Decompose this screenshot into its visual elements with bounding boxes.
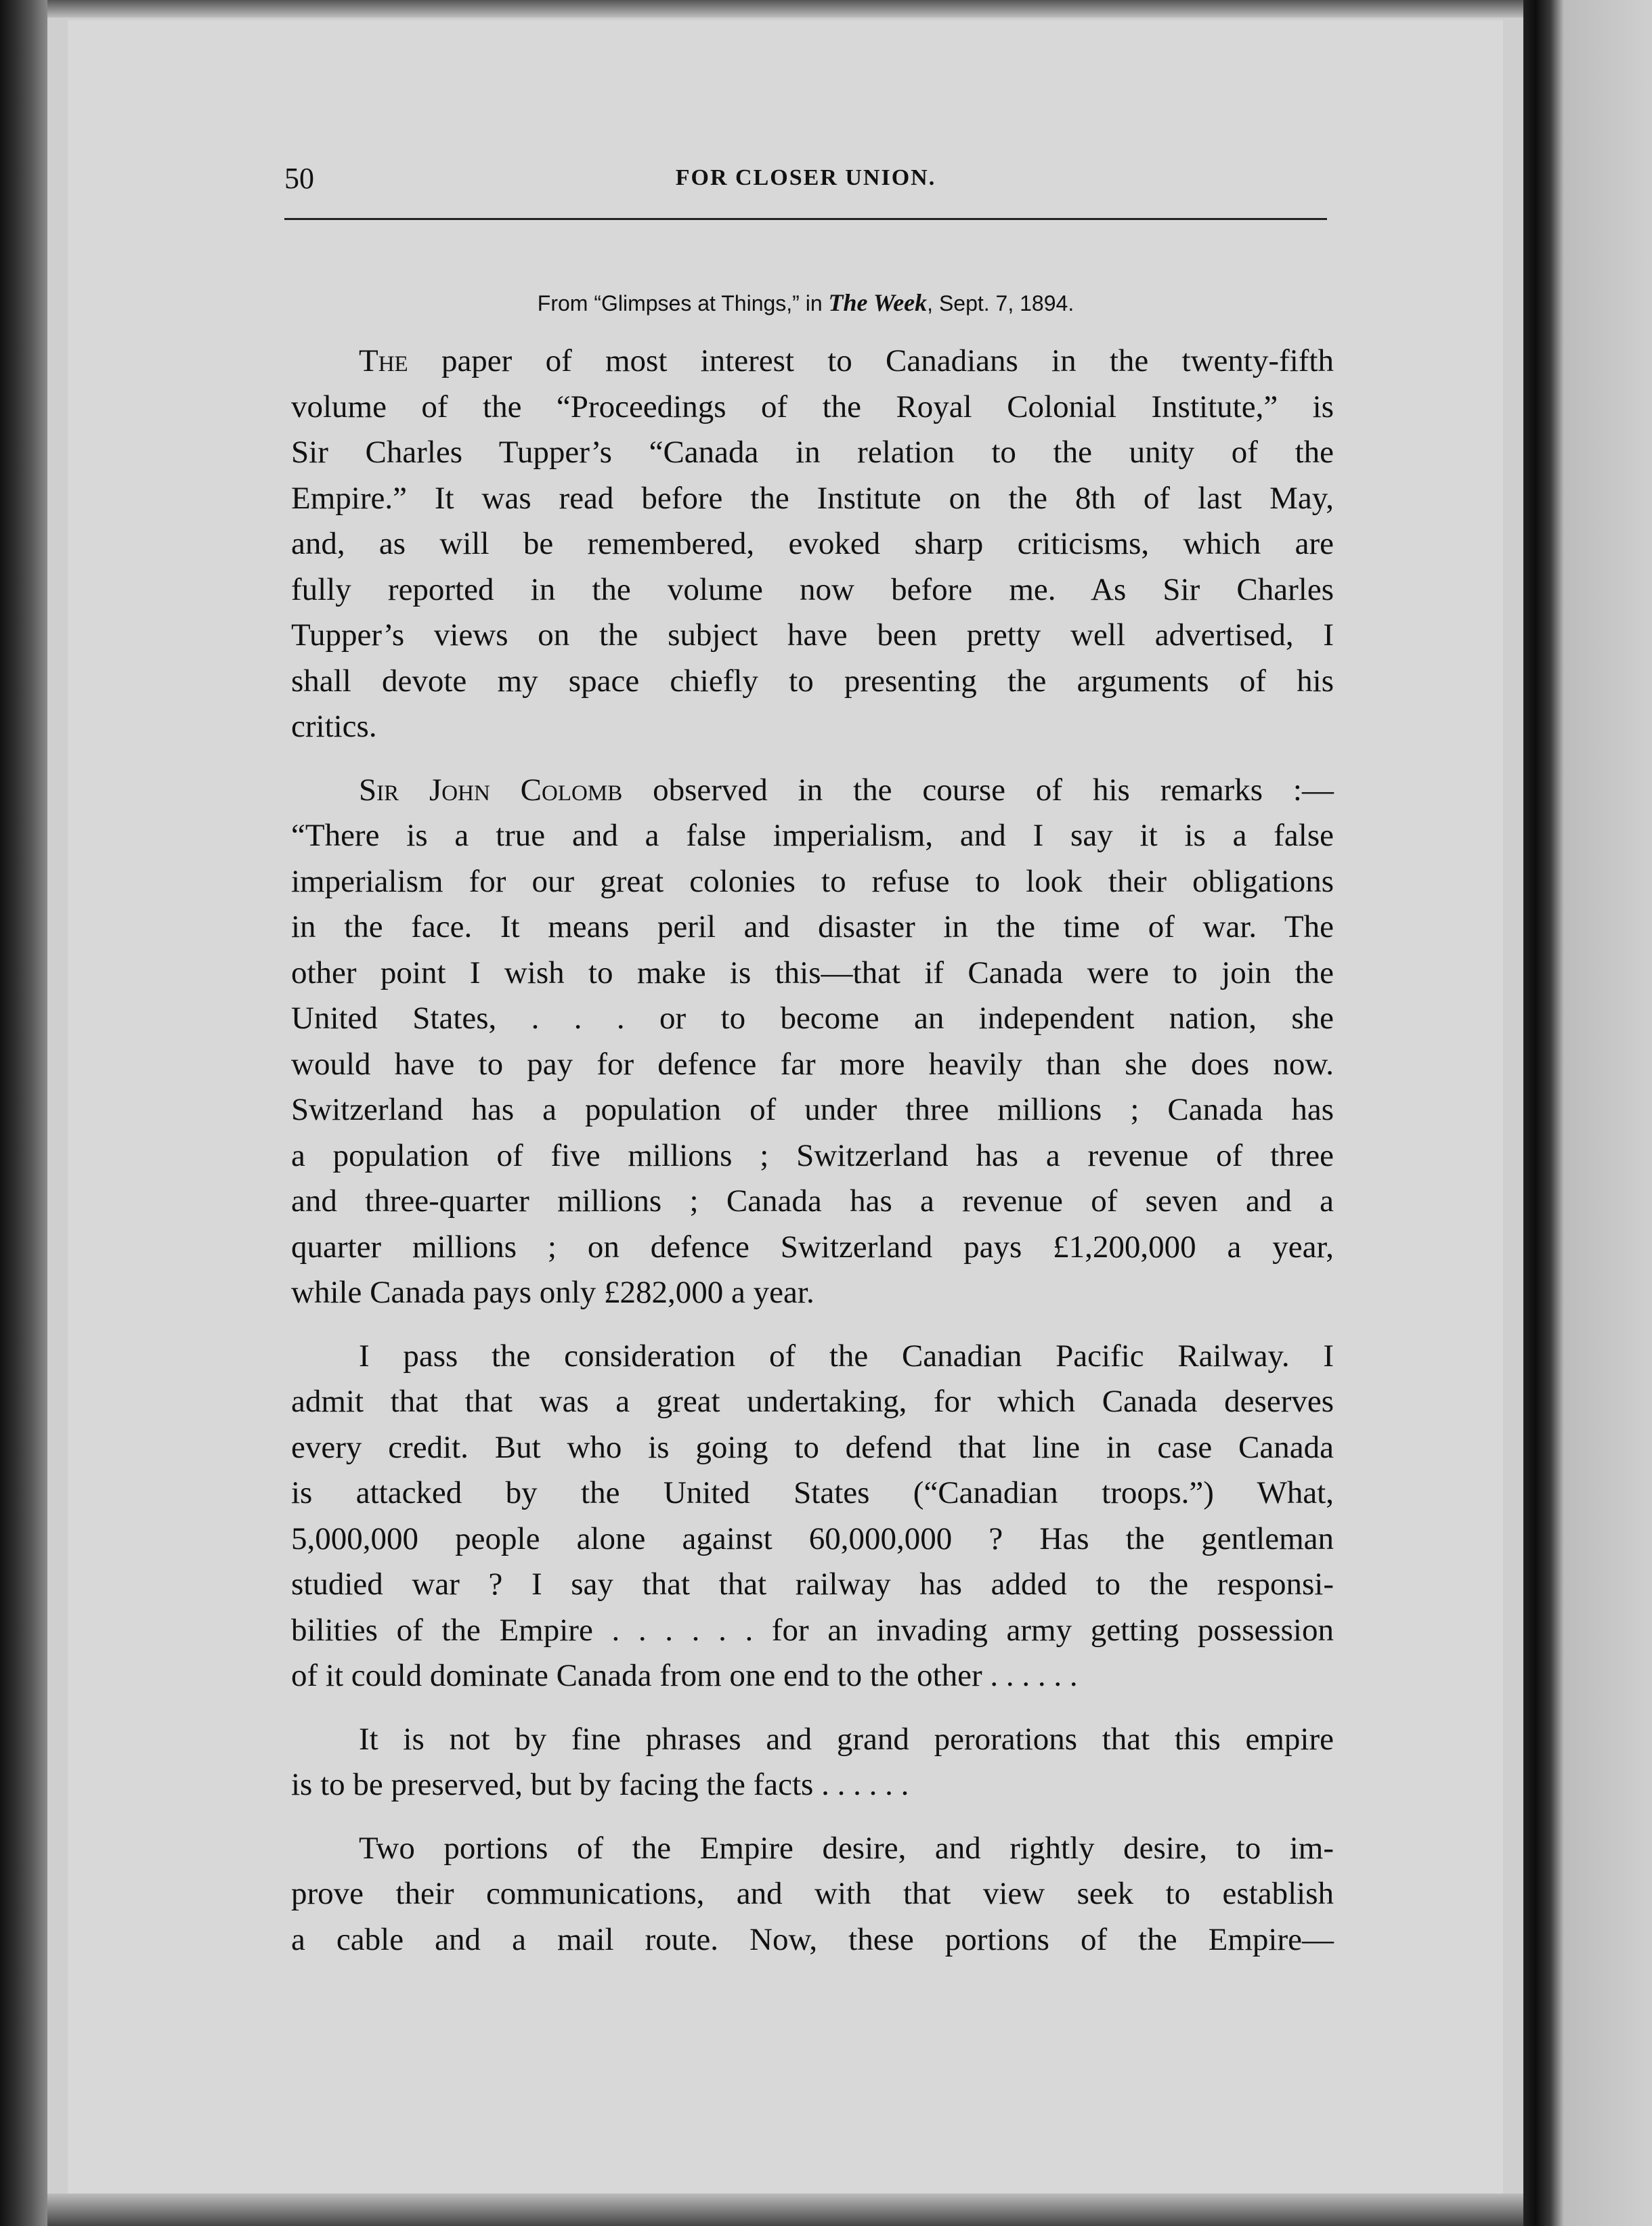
- line-text: observed in the course of his remarks :—: [622, 772, 1334, 808]
- text-line: [291, 1717, 1334, 1763]
- text-line: [291, 1042, 1334, 1088]
- line-text: fully reported in the volume now before me. As Sir Charles: [291, 571, 1334, 607]
- text-line: [291, 385, 1334, 431]
- line-text: bilities of the Empire . . . . . . for an invading army getting possession: [291, 1612, 1334, 1648]
- text-line: [291, 1608, 1334, 1654]
- text-line: [291, 859, 1334, 905]
- line-text: and, as will be remembered, evoked sharp criticisms, which are: [291, 526, 1334, 561]
- paragraph: [291, 768, 1334, 1316]
- source-prefix: From “Glimpses at Things,” in: [537, 291, 829, 315]
- line-text: imperialism for our great colonies to refuse to look their obligations: [291, 863, 1334, 899]
- text-line: [291, 996, 1334, 1042]
- line-text: Tupper’s views on the subject have been pretty well advertised, I: [291, 617, 1334, 653]
- line-text: every credit. But who is going to defend that line in case Canada: [291, 1429, 1334, 1465]
- text-line-last: while Canada pays only £282,000 a year.: [291, 1275, 814, 1310]
- paragraph-lead: The: [359, 343, 408, 378]
- page-number: 50: [284, 162, 314, 195]
- text-line: [291, 567, 1334, 613]
- text-line: [291, 1379, 1334, 1425]
- source-suffix: , Sept. 7, 1894.: [927, 291, 1074, 315]
- line-text: paper of most interest to Canadians in the twenty-fifth: [408, 343, 1334, 378]
- text-line: [291, 904, 1334, 951]
- text-line: [291, 521, 1334, 567]
- text-line: [291, 1425, 1334, 1471]
- line-text: studied war ? I say that that railway has added to the responsi-: [291, 1567, 1334, 1602]
- source-citation: [284, 288, 1327, 317]
- line-text: and three-quarter millions ; Canada has a revenue of seven and a: [291, 1183, 1334, 1219]
- paragraph-lead: Sir John Colomb: [359, 772, 623, 808]
- paragraph: [291, 1717, 1334, 1808]
- line-text: in the face. It means peril and disaster in the time of war. The: [291, 909, 1334, 944]
- text-line: [291, 1470, 1334, 1516]
- paragraph: [291, 339, 1334, 750]
- line-text: Switzerland has a population of under three millions ; Canada has: [291, 1092, 1334, 1127]
- line-text: Sir Charles Tupper’s “Canada in relation to the unity of the: [291, 435, 1334, 470]
- text-line: [291, 1225, 1334, 1271]
- page-top-edge: [47, 0, 1523, 18]
- next-page-edge: [1523, 0, 1652, 2226]
- text-line: [291, 1133, 1334, 1179]
- running-head: FOR CLOSER UNION.: [675, 165, 936, 190]
- body-text: [291, 339, 1334, 1980]
- line-text: a cable and a mail route. Now, these portions of the Empire—: [291, 1921, 1334, 1957]
- page-bottom-edge: [47, 2194, 1523, 2226]
- line-text: prove their communications, and with that view seek to establish: [291, 1876, 1334, 1911]
- text-line: [291, 1516, 1334, 1563]
- line-text: volume of the “Proceedings of the Royal Colonial Institute,” is: [291, 389, 1334, 424]
- paragraph: [291, 1334, 1334, 1699]
- line-text: quarter millions ; on defence Switzerland pays £1,200,000 a year,: [291, 1229, 1334, 1265]
- text-line-last: is to be preserved, but by facing the facts . . . . . .: [291, 1767, 909, 1802]
- line-text: 5,000,000 people alone against 60,000,000 ? Has the gentleman: [291, 1521, 1334, 1556]
- line-text: is attacked by the United States (“Canadian troops.”) What,: [291, 1475, 1334, 1510]
- text-line: [291, 1871, 1334, 1917]
- publication-title: The Week: [828, 289, 928, 316]
- book-binding-edge: [0, 0, 47, 2226]
- line-text: Empire.” It was read before the Institute on the 8th of last May,: [291, 480, 1334, 516]
- line-text: Two portions of the Empire desire, and rightly desire, to im-: [359, 1830, 1334, 1866]
- text-line: [291, 1917, 1334, 1963]
- line-text: It is not by fine phrases and grand perorations that this empire: [359, 1721, 1334, 1757]
- text-line: [291, 613, 1334, 659]
- header-rule: [284, 218, 1327, 220]
- text-line-last: critics.: [291, 709, 377, 744]
- text-line: [291, 768, 1334, 814]
- line-text: admit that that was a great undertaking, for which Canada deserves: [291, 1384, 1334, 1419]
- line-text: would have to pay for defence far more heavily than she does now.: [291, 1046, 1334, 1082]
- text-line: [291, 430, 1334, 476]
- line-text: other point I wish to make is this—that if Canada were to join the: [291, 955, 1334, 990]
- text-line: [291, 951, 1334, 997]
- line-text: United States, . . . or to become an independent nation, she: [291, 1001, 1334, 1036]
- page-header: [284, 161, 1327, 202]
- line-text: “There is a true and a false imperialism, and I say it is a false: [291, 818, 1334, 853]
- text-line: [291, 813, 1334, 859]
- text-line: [291, 659, 1334, 705]
- text-line: [291, 1826, 1334, 1872]
- text-line: [291, 476, 1334, 522]
- text-line: [291, 1087, 1334, 1133]
- line-text: shall devote my space chiefly to presenting the arguments of his: [291, 663, 1334, 699]
- text-line: [291, 1334, 1334, 1380]
- text-line: [291, 1179, 1334, 1225]
- text-line: [291, 339, 1334, 385]
- paragraph: [291, 1826, 1334, 1963]
- text-line: [291, 1562, 1334, 1608]
- text-line-last: of it could dominate Canada from one end to the other . . . . . .: [291, 1658, 1078, 1693]
- line-text: a population of five millions ; Switzerland has a revenue of three: [291, 1137, 1334, 1173]
- line-text: I pass the consideration of the Canadian Pacific Railway. I: [359, 1338, 1334, 1374]
